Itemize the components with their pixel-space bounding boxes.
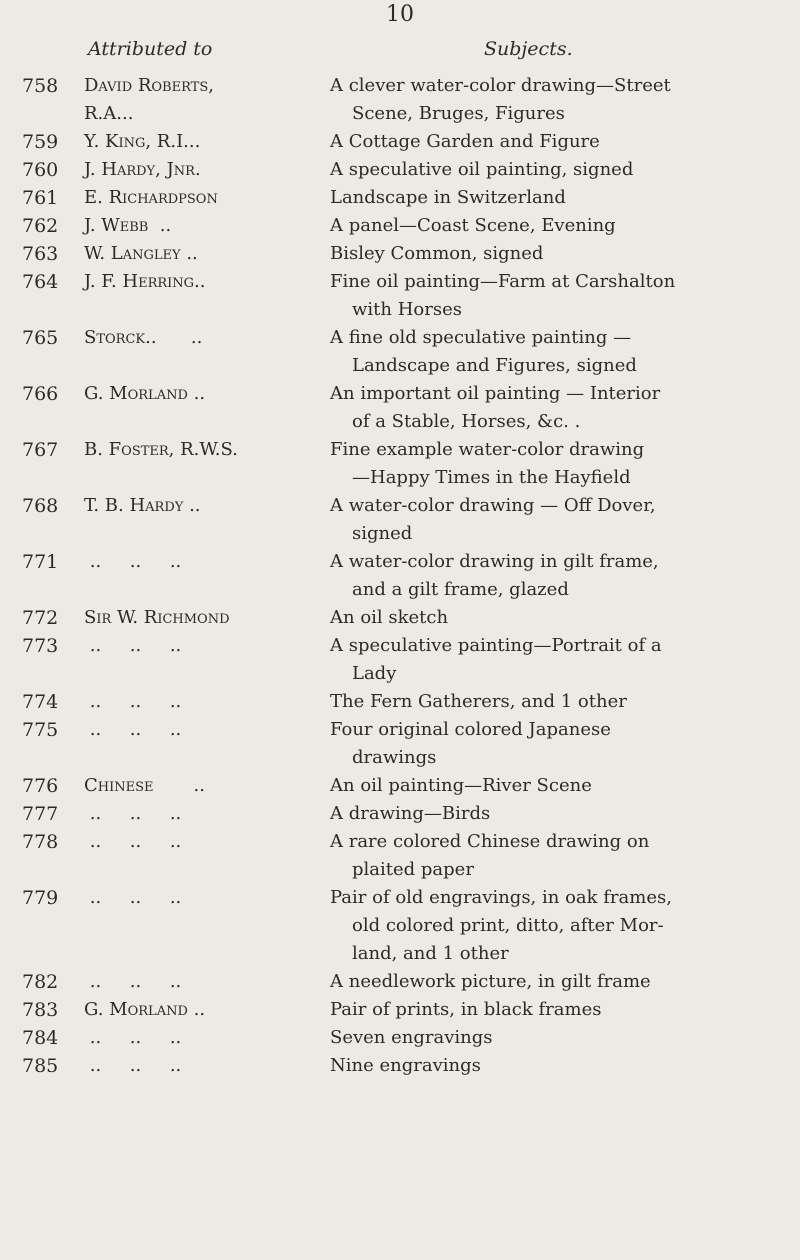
lot-attribution: G. Morland .. [84, 383, 206, 404]
lot-subject [330, 632, 782, 688]
lot-row [0, 1052, 800, 1080]
lot-subject [330, 716, 782, 772]
lot-subject-continuation: Lady [352, 663, 397, 684]
lot-subject [330, 884, 782, 968]
lot-subject-continuation: Landscape and Figures, signed [352, 355, 637, 376]
lot-number: 782 [22, 971, 59, 993]
lot-number: 760 [22, 159, 59, 181]
lot-subject [330, 240, 782, 268]
lot-row [0, 72, 800, 128]
lot-subject [330, 128, 782, 156]
lot-attribution: .. .. .. [84, 719, 182, 740]
lot-subject [330, 268, 782, 324]
lot-subject-line: A panel—Coast Scene, Evening [330, 215, 616, 236]
lot-subject [330, 212, 782, 240]
lot-subject-line: Bisley Common, signed [330, 243, 544, 264]
lot-attribution: .. .. .. [84, 551, 182, 572]
lot-subject-continuation: with Horses [352, 299, 462, 320]
lot-subject-line: Fine example water-color drawing [330, 439, 645, 460]
lot-subject [330, 772, 782, 800]
lot-subject [330, 548, 782, 604]
lot-attribution: J. Hardy, Jnr. [84, 159, 201, 180]
lot-subject [330, 156, 782, 184]
lot-row [0, 716, 800, 772]
lot-subject-line: Landscape in Switzerland [330, 187, 566, 208]
lot-row [0, 268, 800, 324]
lot-attribution: .. .. .. [84, 691, 182, 712]
lot-subject-continuation: of a Stable, Horses, &c. . [352, 411, 581, 432]
lot-row [0, 212, 800, 240]
lot-attribution: .. .. .. [84, 971, 182, 992]
lot-row [0, 604, 800, 632]
lot-number: 774 [22, 691, 59, 713]
lot-attribution: Y. King, R.I... [84, 131, 201, 152]
lot-number: 773 [22, 635, 59, 657]
lot-subject-line: Pair of old engravings, in oak frames, [330, 887, 672, 908]
lot-attribution: Sir W. Richmond [84, 607, 230, 628]
lot-number: 761 [22, 187, 59, 209]
lot-subject-line: A water-color drawing in gilt frame, [330, 551, 659, 572]
lot-attribution: David Roberts, [84, 75, 214, 96]
lot-number: 767 [22, 439, 59, 461]
lot-attribution: T. B. Hardy .. [84, 495, 201, 516]
lot-subject-line: A drawing—Birds [330, 803, 491, 824]
lot-number: 785 [22, 1055, 59, 1077]
lot-number: 762 [22, 215, 59, 237]
lot-row [0, 184, 800, 212]
lot-number: 776 [22, 775, 59, 797]
lot-subject-continuation: land, and 1 other [352, 943, 509, 964]
lot-subject-continuation: Scene, Bruges, Figures [352, 103, 565, 124]
lot-row [0, 800, 800, 828]
lot-subject-continuation: and a gilt frame, glazed [352, 579, 569, 600]
lot-subject-line: A Cottage Garden and Figure [330, 131, 600, 152]
lot-number: 765 [22, 327, 59, 349]
lot-attribution: .. .. .. [84, 1055, 182, 1076]
lot-number: 772 [22, 607, 59, 629]
lot-subject-line: A speculative oil painting, signed [330, 159, 634, 180]
lot-attribution: E. Richardpson [84, 187, 218, 208]
lot-attribution: .. .. .. [84, 887, 182, 908]
lot-subject [330, 604, 782, 632]
lot-subject-continuation: plaited paper [352, 859, 474, 880]
lot-number: 778 [22, 831, 59, 853]
lot-attribution: B. Foster, R.W.S. [84, 439, 238, 460]
lot-row [0, 632, 800, 688]
lot-attribution: .. .. .. [84, 635, 182, 656]
lot-subject [330, 184, 782, 212]
lot-subject-line: A fine old speculative painting — [330, 327, 632, 348]
lot-row [0, 968, 800, 996]
lot-number: 777 [22, 803, 59, 825]
lot-number: 768 [22, 495, 59, 517]
lot-row [0, 1024, 800, 1052]
lot-subject-line: A needlework picture, in gilt frame [330, 971, 651, 992]
lot-subject [330, 380, 782, 436]
lot-number: 759 [22, 131, 59, 153]
lot-row [0, 996, 800, 1024]
lot-row [0, 828, 800, 884]
lot-number: 763 [22, 243, 59, 265]
lot-subject [330, 72, 782, 128]
lot-subject [330, 800, 782, 828]
lot-number: 771 [22, 551, 59, 573]
lot-attribution: G. Morland .. [84, 999, 206, 1020]
lot-subject [330, 492, 782, 548]
lot-row [0, 436, 800, 492]
lot-row [0, 156, 800, 184]
lot-number: 758 [22, 75, 59, 97]
lot-number: 783 [22, 999, 59, 1021]
lot-attribution: .. .. .. [84, 803, 182, 824]
lot-subject [330, 688, 782, 716]
lot-attribution: J. F. Herring.. [84, 271, 206, 292]
lot-subject-line: Four original colored Japanese [330, 719, 611, 740]
lot-subject-line: Pair of prints, in black frames [330, 999, 602, 1020]
lot-subject-line: An oil sketch [330, 607, 449, 628]
lot-subject-line: A rare colored Chinese drawing on [330, 831, 650, 852]
lot-subject [330, 324, 782, 380]
lot-number: 775 [22, 719, 59, 741]
lot-attribution: .. .. .. [84, 1027, 182, 1048]
lot-subject [330, 828, 782, 884]
lot-subject-line: A clever water-color drawing—Street [330, 75, 671, 96]
lot-row [0, 548, 800, 604]
lot-subject [330, 1052, 782, 1080]
lot-row [0, 688, 800, 716]
lot-attribution: J. Webb .. [84, 215, 172, 236]
lot-number: 766 [22, 383, 59, 405]
lot-subject-continuation: drawings [352, 747, 437, 768]
lot-subject-line: A water-color drawing — Off Dover, [330, 495, 656, 516]
lot-number: 764 [22, 271, 59, 293]
lot-subject-continuation: old colored print, ditto, after Mor- [352, 915, 664, 936]
lot-subject [330, 996, 782, 1024]
lot-subject [330, 1024, 782, 1052]
lot-subject [330, 968, 782, 996]
lot-number: 779 [22, 887, 59, 909]
lot-attribution: Storck.. .. [84, 327, 203, 348]
lot-subject-line: An oil painting—River Scene [330, 775, 592, 796]
lot-subject-continuation: —Happy Times in the Hayfield [352, 467, 631, 488]
lot-subject-line: The Fern Gatherers, and 1 other [330, 691, 627, 712]
lot-attribution: W. Langley .. [84, 243, 198, 264]
lot-row [0, 380, 800, 436]
lot-row [0, 324, 800, 380]
column-header-subjects: Subjects. [484, 38, 573, 60]
lot-row [0, 884, 800, 968]
page-number: 10 [386, 2, 414, 27]
lot-row [0, 128, 800, 156]
lot-subject-line: Fine oil painting—Farm at Carshalton [330, 271, 676, 292]
lot-subject-line: Nine engravings [330, 1055, 481, 1076]
lot-subject-continuation: signed [352, 523, 413, 544]
column-header-attributed-to: Attributed to [88, 38, 213, 60]
lot-number: 784 [22, 1027, 59, 1049]
lot-row [0, 240, 800, 268]
lot-list [0, 72, 800, 1080]
lot-subject-line: Seven engravings [330, 1027, 493, 1048]
lot-row [0, 492, 800, 548]
lot-attribution: Chinese .. [84, 775, 205, 796]
lot-attribution-continued: R.A... [84, 103, 134, 124]
lot-subject [330, 436, 782, 492]
lot-row [0, 772, 800, 800]
lot-subject-line: An important oil painting — Interior [330, 383, 661, 404]
lot-attribution: .. .. .. [84, 831, 182, 852]
lot-subject-line: A speculative painting—Portrait of a [330, 635, 662, 656]
